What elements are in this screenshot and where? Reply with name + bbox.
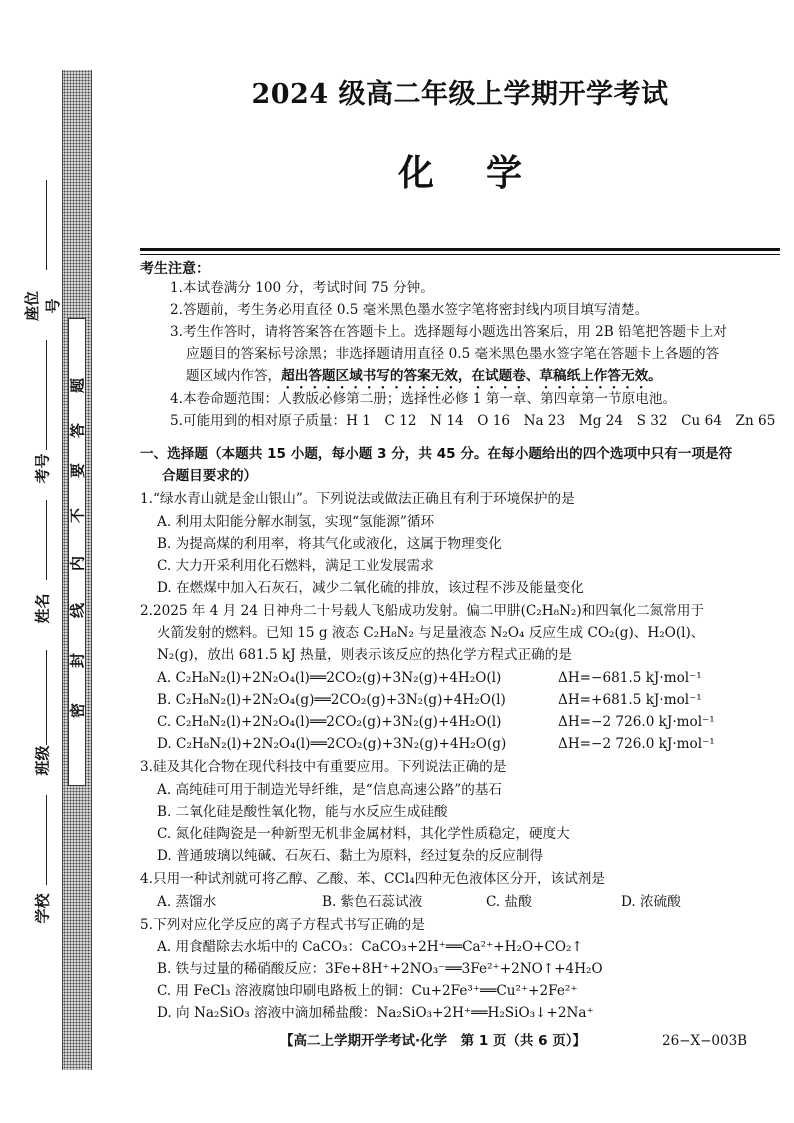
question-2-stem-cont: N₂(g)，放出 681.5 kJ 热量，则表示该反应的热化学方程式正确的是 [157,647,572,663]
question-4-stem: 4.只用一种试剂就可将乙醇、乙酸、苯、CCl₄四种无色液体区分开，该试剂是 [140,871,605,887]
q4-option-b: B. 紫色石蕊试液 [322,894,423,910]
q2-option-c-equation: C. C₂H₈N₂(l)+2N₂O₄(l)══2CO₂(g)+3N₂(g)+4H₂O(l) [157,714,502,730]
notice-item-cont: 题区域内作答， [186,368,282,384]
q3-option-a: A. 高纯硅可用于制造光导纤维，是“信息高速公路”的基石 [157,782,503,798]
q3-option-b: B. 二氧化硅是酸性氧化物，能与水反应生成硅酸 [157,804,448,820]
notice-item: 2.答题前，考生务必用直径 0.5 毫米黑色墨水签字笔将密封线内项目填写清楚。 [170,302,649,318]
q1-option-c: C. 大力开采利用化石燃料，满足工业发展需求 [157,558,434,574]
seal-char: 题 [68,378,87,394]
notice-item-cont: 应题目的答案标号涂黑；非选择题请用直径 0.5 毫米黑色墨水签字笔在答题卡上各题的答 [186,346,720,362]
question-2-stem: 2.2025 年 4 月 24 日神舟二十号载人飞船成功发射。偏二甲肼(C₂H₈N₂)和四氧化二氮常用于 [140,603,705,619]
class-line[interactable] [46,650,47,745]
q1-option-b: B. 为提高煤的利用率，将其气化或液化，这属于物理变化 [157,536,502,552]
q4-option-c: C. 盐酸 [486,894,532,910]
class-label: 班级 [33,745,52,776]
q5-option-c: C. 用 FeCl₃ 溶液腐蚀印刷电路板上的铜：Cu+2Fe³⁺══Cu²⁺+2Fe²⁺ [157,983,578,999]
q2-option-a-enthalpy: ΔH=−681.5 kJ·mol⁻¹ [558,670,702,686]
exam-number-line[interactable] [46,340,47,450]
section-heading: 一、选择题（本题共 15 小题，每小题 3 分，共 45 分。在每小题给出的四个选项中只有一项是符 [140,446,733,462]
question-3-stem: 3.硅及其化合物在现代科技中有重要应用。下列说法正确的是 [140,759,507,775]
page-footer-label: 【高二上学期开学考试·化学 第 1 页（共 6 页）】 [280,1033,586,1049]
seat-number-line[interactable] [46,180,47,270]
q5-option-a: A. 用食醋除去水垢中的 CaCO₃：CaCO₃+2H⁺══Ca²⁺+H₂O+CO₂↑ [157,939,583,955]
q5-option-d: D. 向 Na₂SiO₃ 溶液中滴加稀盐酸：Na₂SiO₃+2H⁺══H₂SiO₃↓+2Na⁺ [157,1005,594,1021]
notice-emphasis: 超出答题区域书写的答案无效，在试题卷、草稿纸上作答无效。 [281,368,662,384]
question-2-stem-cont: 火箭发射的燃料。已知 15 g 液态 C₂H₈N₂ 与足量液态 N₂O₄ 反应生成 CO₂(g)、H₂O(l)、 [157,625,705,641]
seal-char: 线 [68,603,87,619]
school-line[interactable] [46,795,47,885]
exam-title: 2024 级高二年级上学期开学考试 [251,79,669,110]
section-heading-cont: 合题目要求的） [162,468,258,484]
question-1-stem: 1.“绿水青山就是金山银山”。下列说法或做法正确且有利于环境保护的是 [140,491,575,507]
seal-char: 封 [68,653,87,669]
q2-option-a-equation: A. C₂H₈N₂(l)+2N₂O₄(l)══2CO₂(g)+3N₂(g)+4H₂O(l) [157,670,502,686]
seat-number-label: 座位号 [23,291,62,322]
notice-item: 5.可能用到的相对原子质量：H 1 C 12 N 14 O 16 Na 23 Mg 24 S 32 Cu 64 Zn 65 [170,413,776,429]
page-footer-code: 26−X−003B [662,1033,748,1049]
school-label: 学校 [33,893,52,924]
notice-item: 1.本试卷满分 100 分，考试时间 75 分钟。 [170,280,434,296]
q2-option-b-equation: B. C₂H₈N₂(l)+2N₂O₄(g)══2CO₂(g)+3N₂(g)+4H₂O(l) [157,692,506,708]
header-rule-thin [140,254,780,255]
name-line[interactable] [46,500,47,580]
q3-option-c: C. 氮化硅陶瓷是一种新型无机非金属材料，其化学性质稳定，硬度大 [157,826,570,842]
seal-char: 要 [68,463,87,479]
seal-char: 密 [68,703,87,719]
q4-option-a: A. 蒸馏水 [157,894,217,910]
seal-char: 答 [68,423,87,439]
header-rule [140,248,780,251]
q2-option-d-enthalpy: ΔH=−2 726.0 kJ·mol⁻¹ [558,736,715,752]
q3-option-d: D. 普通玻璃以纯碱、石灰石、黏土为原料，经过复杂的反应制得 [157,848,544,864]
notice-item: 3.考生作答时，请将答案答在答题卡上。选择题每小题选出答案后，用 2B 铅笔把答题卡上对 [170,324,727,340]
q1-option-a: A. 利用太阳能分解水制氢，实现“氢能源”循环 [157,514,435,530]
q1-option-d: D. 在燃煤中加入石灰石，减少二氧化硫的排放，该过程不涉及能量变化 [157,580,584,596]
notice-heading: 考生注意： [140,261,210,277]
seal-char: 内 [68,556,87,572]
subject-title: 化学 [397,152,574,194]
q2-option-b-enthalpy: ΔH=+681.5 kJ·mol⁻¹ [558,692,702,708]
exam-number-label: 考号 [33,453,52,484]
q2-option-c-enthalpy: ΔH=−2 726.0 kJ·mol⁻¹ [558,714,715,730]
seal-char: 不 [68,508,87,524]
q2-option-d-equation: D. C₂H₈N₂(l)+2N₂O₄(l)══2CO₂(g)+3N₂(g)+4H₂O(g) [157,736,507,752]
q5-option-b: B. 铁与过量的稀硝酸反应：3Fe+8H⁺+2NO₃⁻══3Fe²⁺+2NO↑+4H₂O [157,961,603,977]
name-label: 姓名 [33,593,52,624]
notice-item: 4.本卷命题范围：人教版必修第二册；选择性必修 1 第一章、第四章第一节原电池。 [170,391,677,407]
q4-option-d: D. 浓硫酸 [621,894,681,910]
question-5-stem: 5.下列对应化学反应的离子方程式书写正确的是 [140,917,425,933]
